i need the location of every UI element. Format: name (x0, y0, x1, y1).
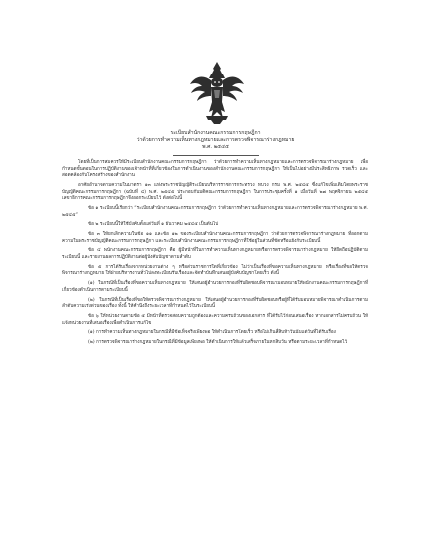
document-year: พ.ศ. ๒๕๔๕ (202, 144, 229, 150)
clause-paragraph: ข้อ ๑ ระเบียบนี้เรียกว่า “ระเบียบสำนักงานคณะกรรมการกฤษฎีกา ว่าด้วยการทำความเห็นทางกฎหมายและการตรวจพิจารณาร่างกฎหมาย พ.ศ. ๒๕๔๕” (62, 205, 368, 218)
clause-paragraph: ข้อ ๖ ให้หน่วยงานตามข้อ ๕ มีหน้าที่ตรวจสอบความถูกต้องและความครบถ้วนของเอกสาร ที่ได้รับไว้ก่อนเสนอเรื่อง หากเอกสารไม่ครบถ้วน ให้แจ้งหน่วยงานที่เสนอเรื่องเพื่อดำเนินการแก้ไข (62, 313, 368, 326)
clause-paragraph: ข้อ ๓ ให้ยกเลิกความในข้อ ๑๑ และข้อ ๑๒ ของระเบียบสำนักงานคณะกรรมการกฤษฎีกา ว่าด้วยการตรวจพิจารณาร่างกฎหมาย ที่ออกตามความในพระราชบัญญัติคณะกรรมการกฤษฎีกา และระเบียบสำนักงานคณะกรรมการกฤษฎีกาที่ใช้อยู่ในส่วนที่ขัดหรือแย้งกับระเบียบนี้ (62, 232, 368, 244)
garuda-emblem-icon (189, 60, 245, 126)
preamble-paragraph: โดยที่เป็นการสมควรให้มีระเบียบสำนักงานคณะกรรมการกฤษฎีกา ว่าด้วยการทำความเห็นทางกฎหมายและการตรวจพิจารณาร่างกฎหมาย เพื่อกำหนดขั้นตอนในการปฏิบัติงานของเจ้าหน้าที่ที่เกี่ยวข้องในการดำเนินงานของสำนักงานคณะกรรมการกฤษฎีกา ให้เป็นไปอย่างมีประสิทธิภาพ รวดเร็ว และสอดคล้องกับโครงสร้างของสำนักงาน (62, 160, 368, 179)
document-body (62, 160, 368, 350)
subclause-paragraph: (๑) การทำความเห็นทางกฎหมายในกรณีที่มีข้อเท็จจริงเพียงพอ ให้ดำเนินการโดยเร็ว หรือไม่เกินสี่สิบห้าวันนับแต่วันที่ได้รับเรื่อง (88, 330, 336, 336)
subclause-paragraph: (๒) ในกรณีที่เป็นเรื่องที่ขอให้ตรวจพิจารณาร่างกฎหมาย ให้เสนอผู้อำนวยการกองที่รับผิดชอบหรือผู้ที่ได้รับมอบหมายพิจารณาดำเนินการตามลำดับความเร่งด่วนของเรื่อง ทั้งนี้ ให้คำนึงถึงระยะเวลาที่กำหนดไว้ในระเบียบนี้ (62, 297, 368, 310)
clause-paragraph: ข้อ ๔ พนักงานคณะกรรมการกฤษฎีกา คือ ผู้มีหน้าที่ในการทำความเห็นทางกฎหมายหรือการตรวจพิจารณาร่างกฎหมาย ให้ยึดถือปฏิบัติตามระเบียบนี้ และรายงานผลการปฏิบัติงานต่อผู้บังคับบัญชาตามลำดับ (62, 248, 368, 261)
clause-paragraph: ข้อ ๒ ระเบียบนี้ให้ใช้บังคับตั้งแต่วันที่ ๑ ธันวาคม ๒๕๔๕ เป็นต้นไป (88, 222, 219, 228)
subclause-paragraph: (๒) การตรวจพิจารณาร่างกฎหมายในกรณีที่มีข้อมูลเพียงพอ ให้ดำเนินการให้แล้วเสร็จภายในหกสิบวัน หรือตามระยะเวลาที่กำหนดไว้ (88, 340, 348, 346)
document-title: ระเบียบสำนักงานคณะกรรมการกฤษฎีกา (170, 130, 261, 136)
header-divider (173, 155, 259, 156)
preamble-paragraph: อาศัยอำนาจตามความในมาตรา ๑๓ แห่งพระราชบัญญัติระเบียบบริหารราชการกระทรวง ทบวง กรม พ.ศ. ๒๕๔๕ ซึ่งแก้ไขเพิ่มเติมโดยพระราชบัญญัติคณะกรรมการกฤษฎีกา (ฉบับที่ ๔) พ.ศ. ๒๕๔๕ ประกอบกับมติคณะกรรมการกฤษฎีกา ในการประชุมครั้งที่ ๑ เมื่อวันที่ ๒๗ พฤศจิกายน ๒๕๔๕ เลขาธิการคณะกรรมการกฤษฎีกาจึงออกระเบียบไว้ ดังต่อไปนี้ (62, 182, 368, 202)
clause-paragraph: ข้อ ๕ การได้รับเรื่องจากหน่วยงานต่าง ๆ หรือส่วนราชการใดที่เกี่ยวข้อง ไม่ว่าเป็นเรื่องที่ขอความเห็นทางกฎหมาย หรือเรื่องที่ขอให้ตรวจพิจารณาร่างกฎหมาย ให้ฝ่ายบริหารงานทั่วไปลงทะเบียนรับเรื่องและจัดทำบันทึกเสนอผู้บังคับบัญชาโดยเร็ว ดังนี้ (62, 264, 368, 277)
document-subtitle: ว่าด้วยการทำความเห็นทางกฎหมายและการตรวจพิจารณาร่างกฎหมาย (136, 137, 295, 143)
subclause-paragraph: (๑) ในกรณีที่เป็นเรื่องที่ขอความเห็นทางกฎหมาย ให้เสนอผู้อำนวยการกองที่รับผิดชอบพิจารณามอบหมายให้พนักงานคณะกรรมการกฤษฎีกาที่เกี่ยวข้องดำเนินการตามระเบียบนี้ (62, 281, 368, 293)
